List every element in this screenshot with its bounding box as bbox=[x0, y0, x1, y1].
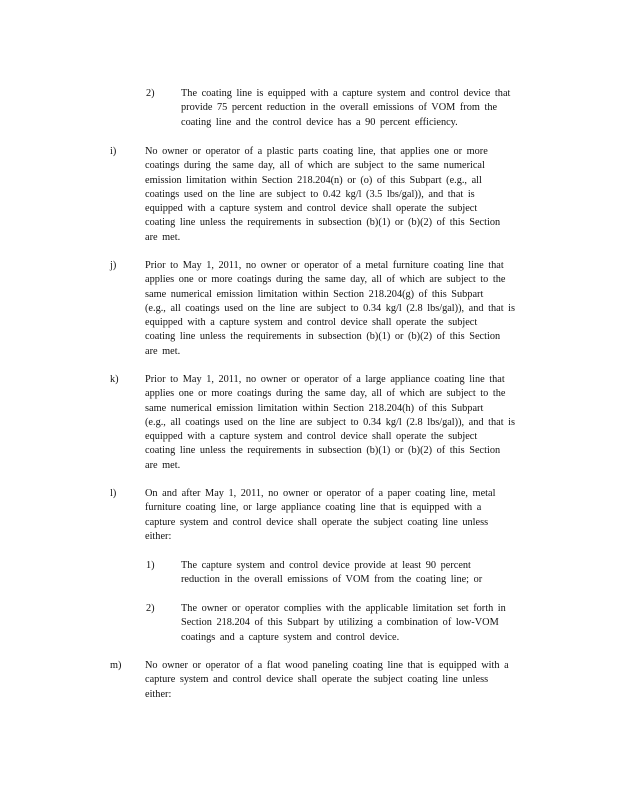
text-line: (e.g., all coatings used on the line are subject to 0.34 kg/l (2.8 lbs/gal)), and that is bbox=[145, 416, 516, 428]
text-line: coating line unless the requirements in subsection (b)(1) or (b)(2) of this Section bbox=[145, 217, 501, 229]
text-line: provide 75 percent reduction in the overall emissions of VOM from the bbox=[181, 102, 498, 114]
text-line: equipped with a capture system and control device shall operate the subject bbox=[145, 203, 478, 215]
text-line: (e.g., all coatings used on the line are subject to 0.34 kg/l (2.8 lbs/gal)), and that is bbox=[145, 302, 516, 314]
text-line: either: bbox=[145, 688, 172, 700]
text-line: reduction in the overall emissions of VOM from the coating line; or bbox=[181, 574, 483, 586]
section-label: m) bbox=[110, 660, 122, 671]
text-line: No owner or operator of a plastic parts coating line, that applies one or more bbox=[145, 146, 488, 157]
section-text bbox=[145, 487, 495, 544]
text-line: coating line unless the requirements in subsection (b)(1) or (b)(2) of this Section bbox=[145, 331, 501, 343]
text-line: Prior to May 1, 2011, no owner or operator of a metal furniture coating line that bbox=[145, 260, 504, 271]
text-line: coatings used on the line are subject to 0.42 kg/l (3.5 lbs/gal)), and that is bbox=[145, 188, 475, 200]
text-line: equipped with a capture system and control device shall operate the subject bbox=[145, 431, 478, 443]
text-line: The owner or operator complies with the applicable limitation set forth in bbox=[181, 603, 506, 614]
text-line: The coating line is equipped with a capture system and control device that bbox=[181, 88, 511, 99]
text-line: coatings during the same day, all of which are subject to the same numerical bbox=[145, 160, 485, 172]
subsection-text bbox=[181, 602, 506, 645]
section-text bbox=[145, 145, 500, 245]
section-label: i) bbox=[110, 146, 117, 157]
text-line: either: bbox=[145, 530, 172, 542]
section-text bbox=[145, 373, 515, 473]
subsection-text bbox=[181, 559, 482, 588]
text-line: are met. bbox=[145, 459, 181, 471]
subsection-text bbox=[181, 87, 510, 130]
text-line: The capture system and control device provide at least 90 percent bbox=[181, 560, 471, 571]
text-line: same numerical emission limitation within Section 218.204(g) of this Subpart bbox=[145, 288, 484, 300]
text-line: coatings and a capture system and control device. bbox=[181, 631, 400, 643]
text-line: No owner or operator of a flat wood paneling coating line that is equipped with a bbox=[145, 660, 509, 671]
text-line: applies one or more coatings during the same day, all of which are subject to the bbox=[145, 388, 506, 400]
section-label: l) bbox=[110, 488, 117, 499]
text-line: capture system and control device shall operate the subject coating line unless bbox=[145, 674, 489, 686]
text-line: Section 218.204 of this Subpart by utilizing a combination of low-VOM bbox=[181, 617, 499, 629]
text-line: are met. bbox=[145, 345, 181, 357]
text-line: same numerical emission limitation within Section 218.204(h) of this Subpart bbox=[145, 402, 484, 414]
subsection-label: 2) bbox=[146, 603, 155, 614]
text-line: Prior to May 1, 2011, no owner or operator of a large appliance coating line that bbox=[145, 374, 505, 385]
text-line: furniture coating line, or large appliance coating line that is equipped with a bbox=[145, 502, 482, 514]
section-label: k) bbox=[110, 374, 119, 385]
text-line: coating line unless the requirements in subsection (b)(1) or (b)(2) of this Section bbox=[145, 445, 501, 457]
subsection-label: 1) bbox=[146, 560, 155, 571]
text-line: emission limitation within Section 218.204(n) or (o) of this Subpart (e.g., all bbox=[145, 174, 482, 186]
subsection-label: 2) bbox=[146, 88, 155, 99]
section-text bbox=[145, 259, 515, 359]
section-text bbox=[145, 659, 509, 702]
section-label: j) bbox=[110, 260, 117, 271]
text-line: applies one or more coatings during the same day, all of which are subject to the bbox=[145, 274, 506, 286]
text-line: coating line and the control device has a 90 percent efficiency. bbox=[181, 116, 458, 128]
text-line: On and after May 1, 2011, no owner or operator of a paper coating line, metal bbox=[145, 488, 496, 499]
text-line: capture system and control device shall operate the subject coating line unless bbox=[145, 516, 489, 528]
text-line: equipped with a capture system and control device shall operate the subject bbox=[145, 317, 478, 329]
text-line: are met. bbox=[145, 231, 181, 243]
